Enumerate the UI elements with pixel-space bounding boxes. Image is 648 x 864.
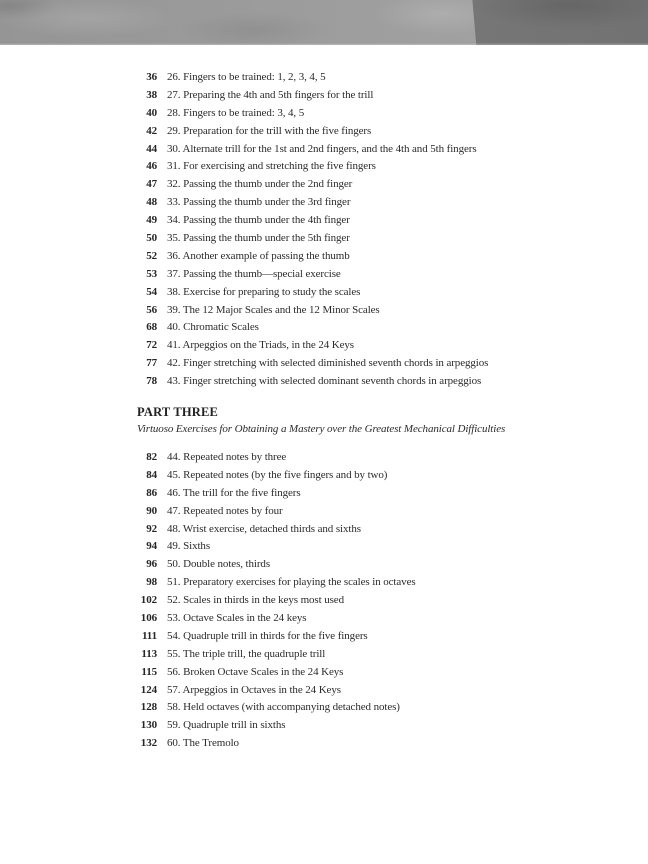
toc-page-number: 56: [146, 303, 157, 316]
toc-page-number: 115: [141, 665, 157, 678]
toc-entry-label: 32. Passing the thumb under the 2nd finger: [167, 178, 353, 191]
toc-page-number: 124: [140, 683, 157, 696]
toc-entry-label: 49. Sixths: [167, 540, 211, 553]
toc-entry: [129, 319, 629, 337]
toc-entry: [129, 355, 629, 373]
toc-entry-label: 26. Fingers to be trained: 1, 2, 3, 4, 5: [167, 71, 326, 83]
toc-entry-label: 31. For exercising and stretching the five fingers: [167, 160, 376, 173]
part-three-heading: PART THREE: [137, 405, 219, 419]
toc-entry-label: 50. Double notes, thirds: [167, 558, 271, 571]
toc-entry: [129, 87, 629, 105]
toc-entry-label: 34. Passing the thumb under the 4th finger: [167, 214, 350, 227]
toc-entry-label: 30. Alternate trill for the 1st and 2nd fingers, and the 4th and 5th fingers: [167, 142, 477, 155]
toc-list-part-three: [129, 449, 629, 753]
toc-page-number: 40: [146, 106, 157, 119]
toc-entry-label: 60. The Tremolo: [167, 737, 239, 750]
toc-entry: [129, 373, 629, 391]
toc-page-number: 106: [140, 612, 157, 625]
toc-page-number: 36: [146, 71, 157, 83]
toc-entry: [129, 717, 629, 735]
toc-page-number: 46: [146, 160, 157, 173]
toc-entry-label: 38. Exercise for preparing to study the scales: [167, 285, 361, 298]
toc-entry: [129, 735, 629, 753]
toc-page-number: 68: [146, 321, 157, 334]
toc-entry-label: 28. Fingers to be trained: 3, 4, 5: [167, 106, 305, 119]
toc-page-number: 47: [146, 178, 157, 191]
toc-page-number: 92: [146, 522, 157, 535]
toc-entry-label: 43. Finger stretching with selected dominant seventh chords in arpeggios: [167, 375, 482, 388]
toc-entry: [129, 105, 629, 123]
toc-page-number: 94: [146, 540, 157, 553]
toc-entry: [129, 337, 629, 355]
toc-entry-label: 36. Another example of passing the thumb: [167, 249, 350, 262]
toc-entry: [129, 646, 629, 664]
toc-entry-label: 53. Octave Scales in the 24 keys: [167, 612, 307, 625]
toc-page-number: 42: [146, 124, 157, 137]
toc-page-number: 102: [140, 594, 157, 607]
toc-page-number: 132: [140, 737, 157, 750]
toc-entry-label: 58. Held octaves (with accompanying detached notes): [167, 701, 400, 714]
toc-page-number: 86: [146, 486, 157, 499]
toc-page-number: 96: [146, 558, 157, 571]
toc-page-number: 84: [146, 468, 157, 481]
toc-page-number: 48: [146, 196, 157, 209]
toc-entry-label: 40. Chromatic Scales: [167, 321, 259, 334]
toc-entry-label: 57. Arpeggios in Octaves in the 24 Keys: [167, 683, 341, 696]
toc-entry: [129, 230, 629, 248]
toc-page-number: 52: [146, 249, 157, 262]
toc-entry: [129, 503, 629, 521]
toc-page-number: 38: [146, 88, 157, 101]
toc-entry-label: 35. Passing the thumb under the 5th finger: [167, 232, 350, 245]
toc-entry: [129, 449, 629, 467]
toc-entry: [129, 212, 629, 230]
toc-entry: [129, 158, 629, 176]
toc-entry-label: 47. Repeated notes by four: [167, 504, 283, 517]
toc-page-number: 72: [146, 339, 157, 352]
toc-entry: [129, 141, 629, 159]
toc-page-number: 44: [146, 142, 157, 155]
toc-page-number: 77: [146, 357, 157, 370]
toc-page-number: 128: [140, 701, 157, 714]
toc-entry-label: 27. Preparing the 4th and 5th fingers for the trill: [167, 88, 374, 101]
toc-entry: [129, 699, 629, 717]
toc-entry-label: 41. Arpeggios on the Triads, in the 24 Keys: [167, 339, 354, 352]
toc-entry: [129, 176, 629, 194]
toc-page-number: 98: [146, 576, 157, 589]
toc-page-number: 54: [146, 285, 157, 298]
toc-page-number: 49: [146, 214, 157, 227]
toc-entry-label: 44. Repeated notes by three: [167, 451, 287, 463]
toc-entry-label: 46. The trill for the five fingers: [167, 486, 301, 499]
toc-entry-label: 39. The 12 Major Scales and the 12 Minor Scales: [167, 303, 380, 316]
toc-page-number: 111: [142, 629, 157, 642]
toc-entry: [129, 610, 629, 628]
toc-entry-label: 37. Passing the thumb—special exercise: [167, 267, 341, 280]
toc-entry: [129, 485, 629, 503]
toc-page-number: 90: [146, 504, 157, 517]
toc-entry: [129, 69, 629, 87]
toc-page-number: 50: [146, 232, 157, 245]
scan-top-edge-texture: [0, 0, 648, 45]
toc-entry-label: 56. Broken Octave Scales in the 24 Keys: [167, 665, 344, 678]
toc-entry-label: 55. The triple trill, the quadruple trill: [167, 647, 326, 660]
toc-page-number: 130: [140, 719, 157, 732]
toc-page-number: 78: [146, 375, 157, 388]
toc-list-part-two-continued: [129, 69, 629, 391]
toc-entry-label: 59. Quadruple trill in sixths: [167, 719, 286, 732]
toc-entry: [129, 628, 629, 646]
toc-entry: [129, 664, 629, 682]
toc-page-number: 53: [146, 267, 157, 280]
toc-entry-label: 51. Preparatory exercises for playing the scales in octaves: [167, 576, 416, 589]
toc-entry: [129, 682, 629, 700]
toc-entry-label: 48. Wrist exercise, detached thirds and sixths: [167, 522, 361, 535]
toc-entry: [129, 538, 629, 556]
toc-entry: [129, 521, 629, 539]
toc-entry: [129, 574, 629, 592]
toc-entry-label: 33. Passing the thumb under the 3rd finger: [167, 196, 351, 209]
toc-page-number: 82: [146, 451, 157, 463]
toc-entry-label: 54. Quadruple trill in thirds for the five fingers: [167, 629, 368, 642]
toc-entry: [129, 592, 629, 610]
toc-entry-label: 45. Repeated notes (by the five fingers and by two): [167, 468, 388, 481]
toc-entry: [129, 266, 629, 284]
toc-entry: [129, 194, 629, 212]
toc-entry-label: 29. Preparation for the trill with the five fingers: [167, 124, 372, 137]
toc-entry-label: 42. Finger stretching with selected diminished seventh chords in arpeggios: [167, 357, 489, 370]
toc-entry: [129, 284, 629, 302]
toc-entry-label: 52. Scales in thirds in the keys most used: [167, 594, 344, 607]
part-three-subtitle: Virtuoso Exercises for Obtaining a Mastery over the Greatest Mechanical Difficulties: [137, 423, 506, 435]
toc-entry: [129, 248, 629, 266]
toc-entry: [129, 123, 629, 141]
toc-entry: [129, 467, 629, 485]
toc-page-number: 113: [141, 647, 157, 660]
toc-entry: [129, 302, 629, 320]
toc-entry: [129, 556, 629, 574]
